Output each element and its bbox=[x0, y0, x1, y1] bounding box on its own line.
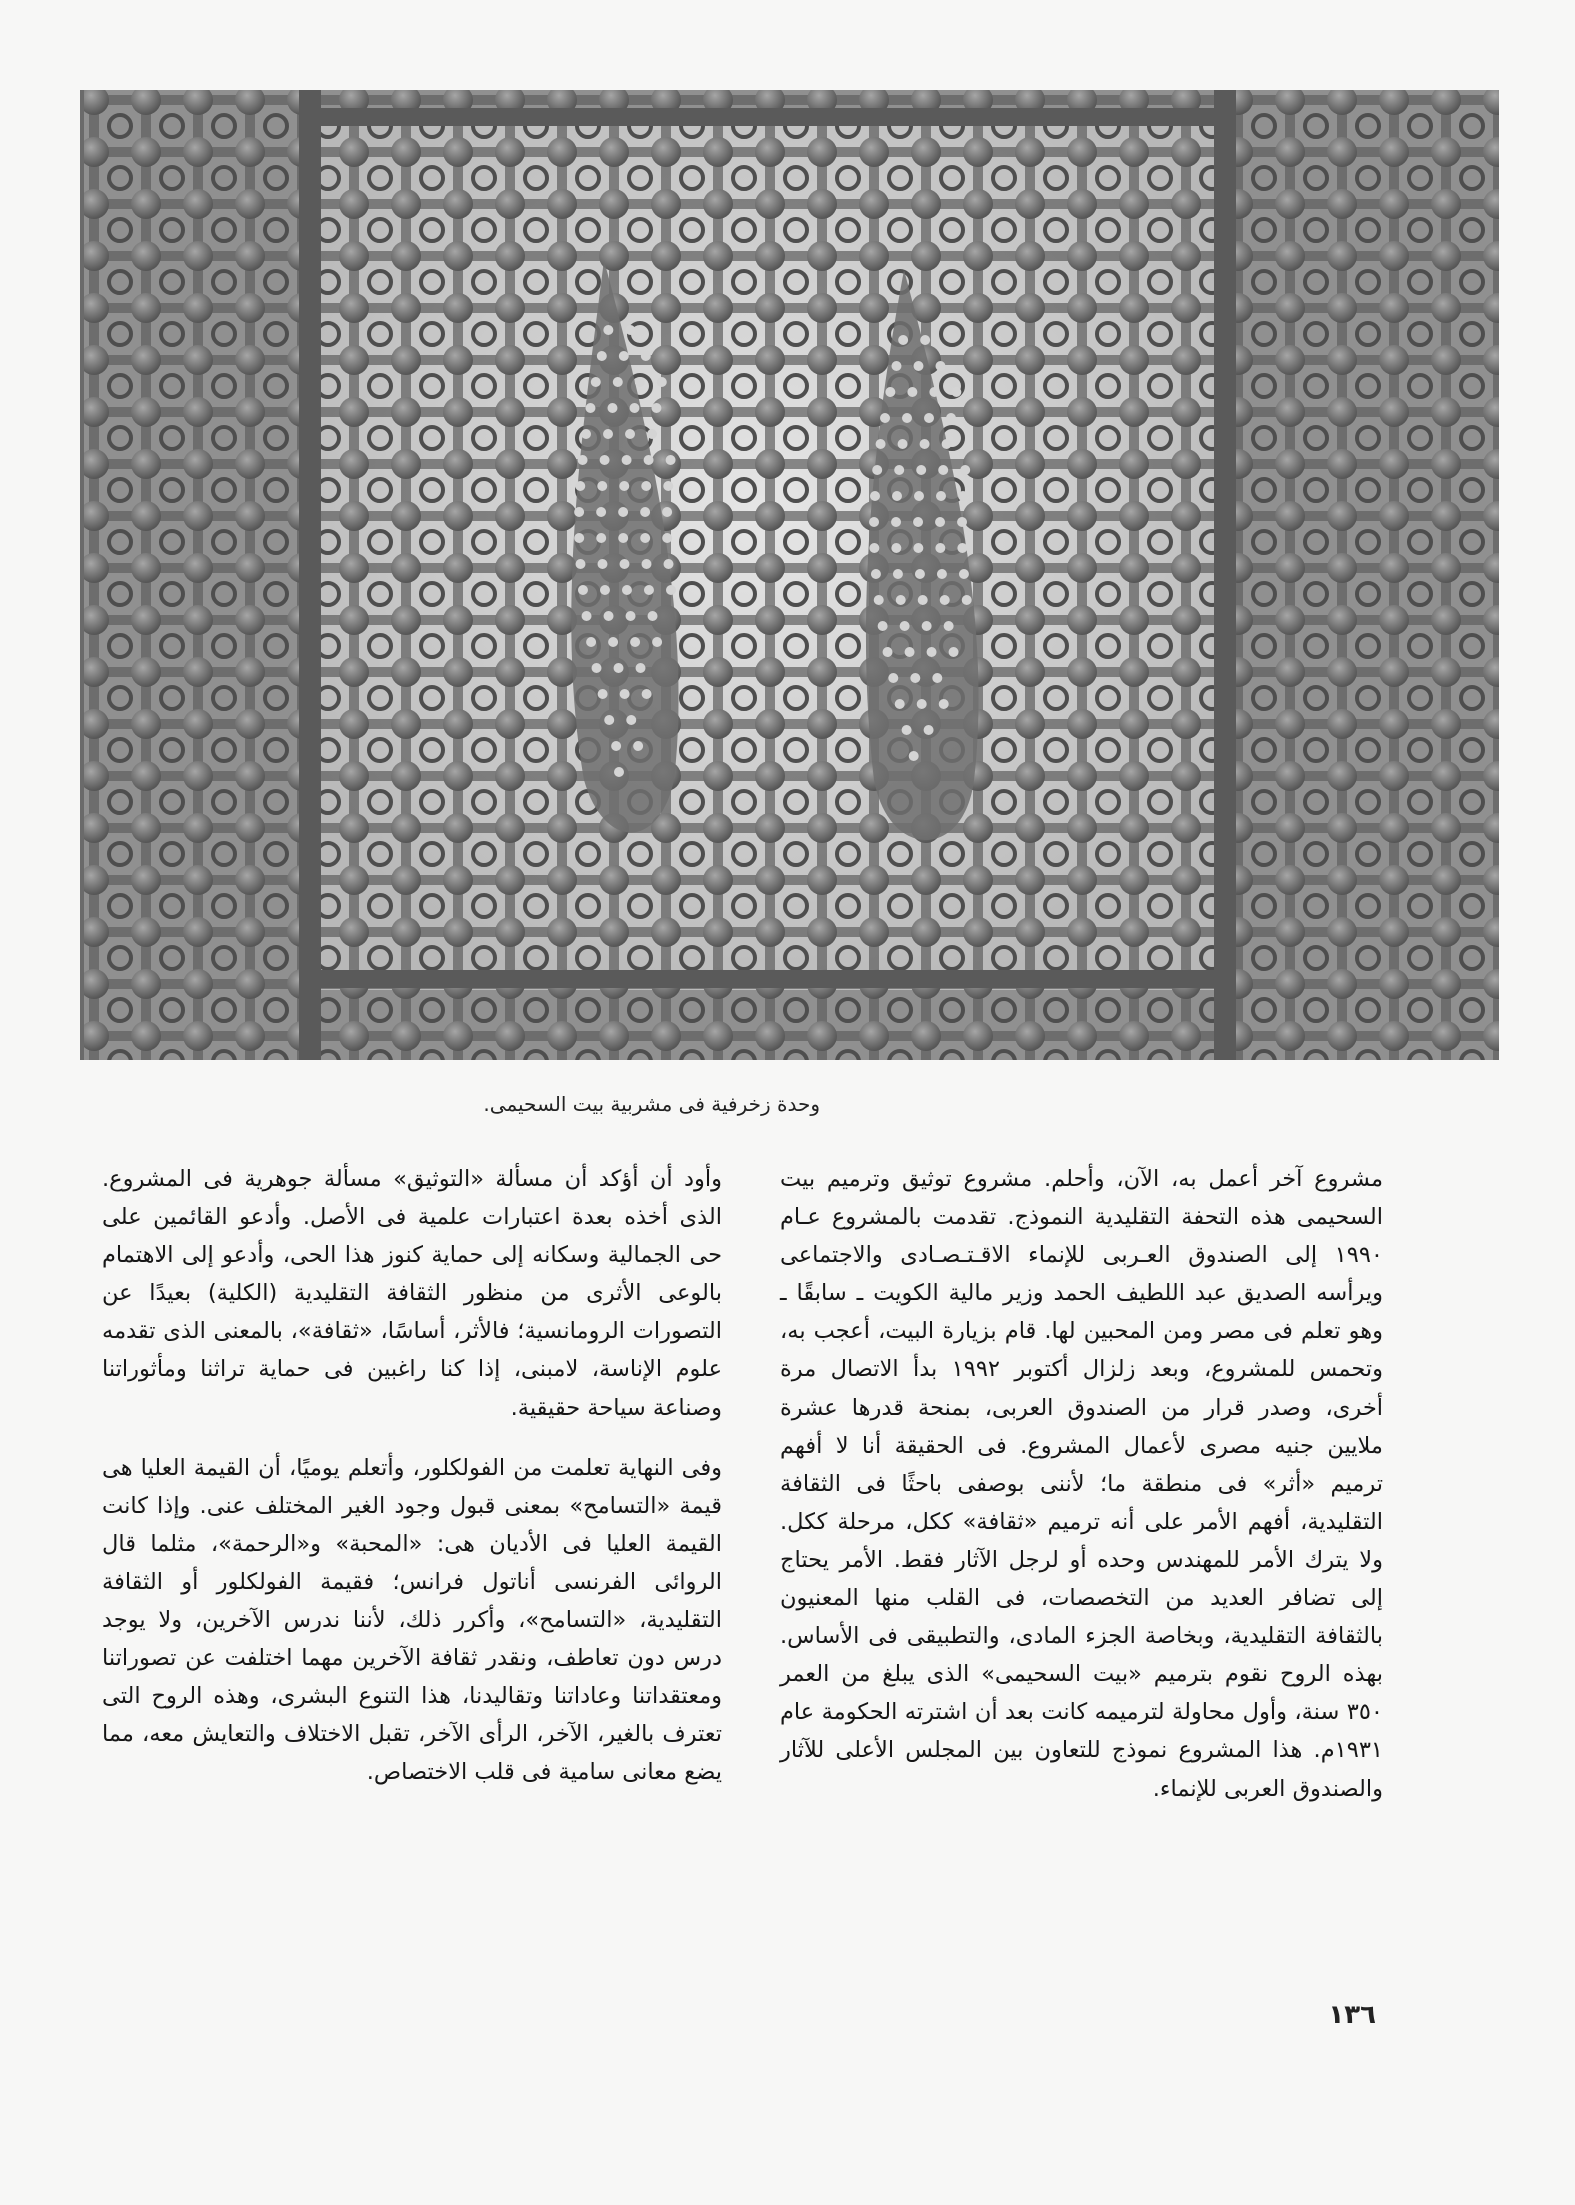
article-column-left bbox=[102, 1160, 722, 1792]
mashrabiya-photo bbox=[80, 90, 1499, 1060]
frame-bar-left bbox=[299, 90, 321, 1060]
frame-bar-top bbox=[321, 108, 1214, 126]
page-number: ١٣٦ bbox=[1328, 2000, 1376, 2030]
frame-bar-bottom bbox=[321, 970, 1214, 988]
photo-caption: وحدة زخرفية فى مشربية بيت السحيمى. bbox=[483, 1092, 820, 1116]
article-column-right bbox=[780, 1160, 1383, 1808]
frame-bar-right bbox=[1214, 90, 1236, 1060]
paragraph: وأود أن أؤكد أن مسألة «التوثيق» مسألة جوهرية فى المشروع. الذى أخذه بعدة اعتبارات علمية فى الأصل. وأدعو القائمين على حى الجمالية وسكانه إلى حماية كنوز هذا الحى، وأدعو إلى الاهتمام بالوعى الأثرى من منظور الثقافة التقليدية (الكلية) بعيدًا عن التصورات الرومانسية؛ فالأثر، أساسًا، «ثقافة»، بالمعنى الذى تقدمه علوم الإناسة، لامبنى، إذا كنا راغبين فى حماية تراثنا ومأثوراتنا وصناعة سياحة حقيقية. bbox=[102, 1166, 722, 1421]
paragraph: مشروع آخر أعمل به، الآن، وأحلم. مشروع توثيق وترميم بيت السحيمى هذه التحفة التقليدية النموذج. تقدمت بالمشروع عـام ١٩٩٠ إلى الصندوق العـربى للإنماء الاقـتـصـادى والاجتماعى ويرأسه الصديق عبد اللطيف الحمد وزير مالية الكويت ـ سابقًا ـ وهو تعلم فى مصر ومن المحبين لها. قام بزيارة البيت، أعجب به، وتحمس للمشروع، وبعد زلزال أكتوبر ١٩٩٢ بدأ الاتصال مرة أخرى، وصدر قرار من الصندوق العربى، بمنحة قدرها عشرة ملايين جنيه مصرى لأعمال المشروع. فى الحقيقة أنا لا أفهم ترميم «أثر» فى منطقة ما؛ لأننى بوصفى باحثًا فى الثقافة التقليدية، أفهم الأمر على أنه ترميم «ثقافة» ككل، مرحلة ككل. ولا يترك الأمر للمهندس وحده أو لرجل الآثار فقط. الأمر يحتاج إلى تضافر العديد من التخصصات، فى القلب منها المعنيون بالثقافة التقليدية، وبخاصة الجزء المادى، والتطبيقى فى الأساس. بهذه الروح نقوم بترميم «بيت السحيمى» الذى يبلغ من العمر ٣٥٠ سنة، وأول محاولة لترميمه كانت بعد أن اشترته الحكومة عام ١٩٣١م. هذا المشروع نموذج للتعاون بين المجلس الأعلى للآثار والصندوق العربى للإنماء. bbox=[780, 1166, 1383, 1802]
paragraph: وفى النهاية تعلمت من الفولكلور، وأتعلم يوميًا، أن القيمة العليا هى قيمة «التسامح» بمعنى قبول وجود الغير المختلف عنى. وإذا كانت القيمة العليا فى الأديان هى: «المحبة» و«الرحمة»، مثلما قال الروائى الفرنسى أناتول فرانس؛ فقيمة الفولكلور أو الثقافة التقليدية، «التسامح»، وأكرر ذلك، لأننا ندرس الآخرين، ولا يوجد درس دون تعاطف، ونقدر ثقافة الآخرين مهما اختلفت عن تصوراتنا ومعتقداتنا وعاداتنا وتقاليدنا، هذا التنوع البشرى، وهذه الروح التى تعترف بالغير، الآخر، الرأى الآخر، تقبل الاختلاف والتعايش معه، مما يضع معانى سامية فى قلب الاختصاص. bbox=[102, 1454, 722, 1786]
mashrabiya-lattice-image bbox=[84, 90, 1499, 1060]
